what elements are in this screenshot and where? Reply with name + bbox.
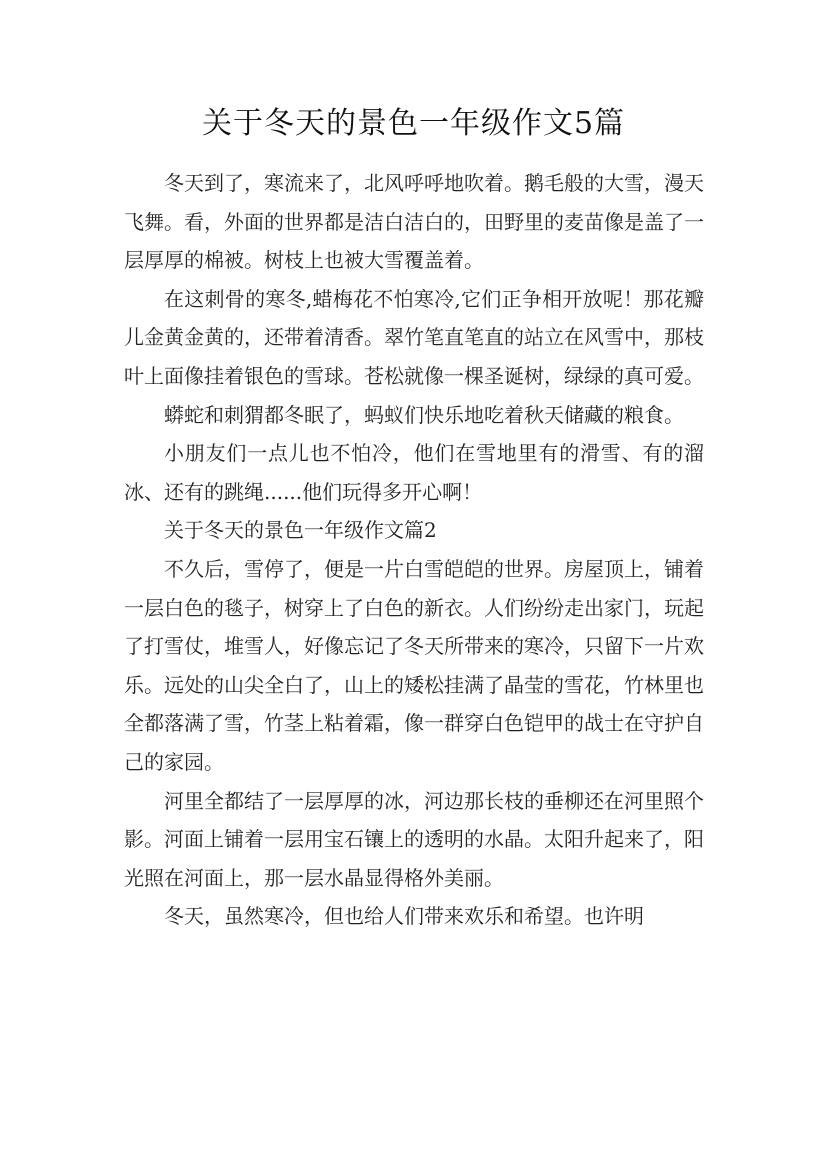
paragraph: 冬天到了，寒流来了，北风呼呼地吹着。鹅毛般的大雪，漫天飞舞。看，外面的世界都是洁白洁白的，田野里的麦苗像是盖了一层厚厚的棉被。树枝上也被大雪覆盖着。 bbox=[124, 171, 704, 273]
paragraph: 蟒蛇和刺猬都冬眠了，蚂蚁们快乐地吃着秋天储藏的粮食。 bbox=[164, 402, 684, 427]
paragraph: 冬天，虽然寒冷，但也给人们带来欢乐和希望。也许明 bbox=[164, 904, 644, 929]
paragraph: 小朋友们一点儿也不怕冷，他们在雪地里有的滑雪、有的溜冰、还有的跳绳......他们玩得多开心啊！ bbox=[124, 441, 704, 504]
paragraph: 河里全都结了一层厚厚的冰，河边那长枝的垂柳还在河里照个影。河面上铺着一层用宝石镶上的透明的水晶。太阳升起来了，阳光照在河面上，那一层水晶显得格外美丽。 bbox=[124, 788, 704, 890]
document-title: 关于冬天的景色一年级作文5篇 bbox=[201, 106, 626, 141]
paragraph: 不久后，雪停了，便是一片白雪皑皑的世界。房屋顶上，铺着一层白色的毯子，树穿上了白色的新衣。人们纷纷走出家门，玩起了打雪仗，堆雪人，好像忘记了冬天所带来的寒冷，只留下一片欢乐。远处的山尖全白了，山上的矮松挂满了晶莹的雪花，竹林里也全都落满了雪，竹茎上粘着霜，像一群穿白色铠甲的战士在守护自己的家园。 bbox=[124, 556, 704, 774]
document-body bbox=[124, 164, 704, 936]
section-heading: 关于冬天的景色一年级作文篇2 bbox=[164, 518, 437, 543]
paragraph: 在这刺骨的寒冬,蜡梅花不怕寒冷,它们正争相开放呢！那花瓣儿金黄金黄的，还带着清香。翠竹笔直笔直的站立在风雪中，那枝叶上面像挂着银色的雪球。苍松就像一棵圣诞树，绿绿的真可爱。 bbox=[124, 286, 704, 388]
